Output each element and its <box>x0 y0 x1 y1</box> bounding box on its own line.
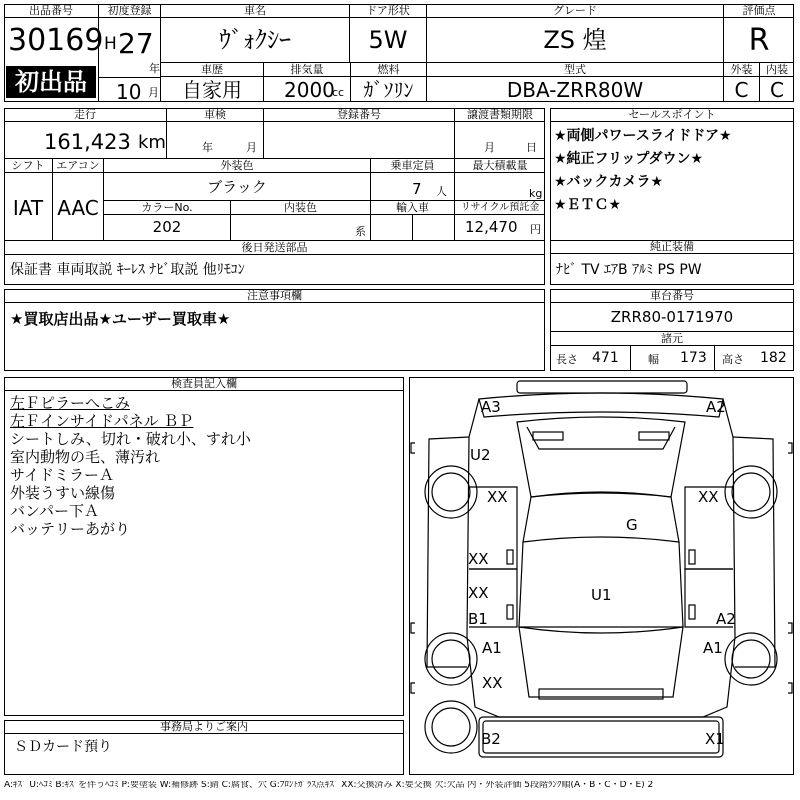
transfer-day-unit: 日 <box>526 141 537 154</box>
year-unit: 年 <box>149 62 160 75</box>
max-load-label: 最大積載量 <box>455 159 545 173</box>
inspector-line: 室内動物の毛、薄汚れ <box>10 448 161 466</box>
exterior-color-label: 外装色 <box>104 159 370 173</box>
width: 173 <box>680 350 707 366</box>
import-label: 輸入車 <box>371 201 454 215</box>
length-label: 長さ <box>556 353 578 366</box>
inspection-label: 車検 <box>167 108 263 122</box>
mark-xx-left-mid2: XX <box>468 584 489 602</box>
era: H <box>104 34 117 54</box>
mark-xx-left-low: XX <box>482 674 503 692</box>
mark-g: G <box>626 516 638 534</box>
score-label: 評価点 <box>724 4 794 18</box>
length: 471 <box>592 350 619 366</box>
mark-a3: A3 <box>481 398 501 416</box>
shipped-later-label: 後日発送部品 <box>4 241 545 255</box>
height: 182 <box>760 350 787 366</box>
office-label: 事務局よりご案内 <box>4 720 404 734</box>
mileage-label: 走行 <box>4 108 166 122</box>
first-listing-badge: 初出品 <box>6 66 96 98</box>
transfer-deadline-label: 譲渡書類期限 <box>455 108 545 122</box>
dims-label: 諸元 <box>550 331 794 346</box>
aircon-label: エアコン <box>53 159 103 173</box>
color-number: 202 <box>152 218 182 236</box>
transfer-month-unit: 月 <box>484 141 495 154</box>
capacity-unit: 人 <box>436 185 447 198</box>
recycle-unit: 円 <box>530 223 541 236</box>
mark-a2-right: A2 <box>716 610 736 628</box>
inspection-year-unit: 年 <box>202 141 213 154</box>
model-code: DBA-ZRR80W <box>506 78 644 102</box>
mark-x1: X1 <box>705 730 725 748</box>
interior-color-label: 内装色 <box>231 201 370 215</box>
sales-point-item: ★両側パワースライドドア★ <box>554 128 732 144</box>
mark-u2: U2 <box>470 446 491 464</box>
door-label: ドア形状 <box>350 4 426 18</box>
mark-xx-right-top: XX <box>698 488 719 506</box>
inspector-line: 左Ｆピラーへこみ <box>10 394 131 412</box>
displacement-unit: cc <box>332 86 345 99</box>
interior-grade: C <box>770 78 784 102</box>
registration-label: 初度登録 <box>99 4 160 18</box>
reg-year: 27 <box>118 27 154 60</box>
mark-a1-right: A1 <box>703 639 723 657</box>
sales-point-item: ★ＥＴＣ★ <box>554 197 622 213</box>
door-type: 5W <box>368 26 408 54</box>
month-unit: 月 <box>148 86 159 99</box>
fuel: ｶﾞｿﾘﾝ <box>363 78 414 102</box>
mark-a1-left: A1 <box>482 639 502 657</box>
mark-xx-left-mid: XX <box>468 550 489 568</box>
inspector-line: シートしみ、切れ・破れ小、すれ小 <box>10 430 251 448</box>
car-name-label: 車名 <box>161 4 349 18</box>
inspector-line: 外装うすい線傷 <box>10 484 116 502</box>
score: R <box>748 23 770 58</box>
inspector-line: サイドミラーＡ <box>10 466 114 484</box>
mark-b2: B2 <box>481 730 501 748</box>
registration-number-label: 登録番号 <box>264 108 454 122</box>
shift: IAT <box>12 196 44 220</box>
sales-point-item: ★純正フリップダウン★ <box>554 151 704 167</box>
sales-points-label: セールスポイント <box>550 108 794 122</box>
mark-xx-left-top: XX <box>487 488 508 506</box>
legend: A:ｷｽﾞ U:ﾍｺﾐ B:ｷｽﾞを伴うﾍｺﾐ P:要塗装 W:補修跡 S:錆 C:腐食、穴 G:ﾌﾛﾝﾄｶﾞﾗｽ点ｷｽﾞ XX:交換済み X:要交換 欠:欠品 内・外装評価 5段階ﾗﾝｸ順(A・B・C・D・E) 2 <box>4 781 654 790</box>
history-label: 車歴 <box>161 63 263 77</box>
mark-u1: U1 <box>591 586 612 604</box>
shift-label: シフト <box>4 159 52 173</box>
sales-point-item: ★バックカメラ★ <box>554 174 664 190</box>
lot-number: 30169 <box>8 23 104 58</box>
reg-month: 10 <box>116 80 142 104</box>
exterior-color: ブラック <box>207 178 267 196</box>
shipped-later-parts: 保証書 車両取説 ｷｰﾚｽ ﾅﾋﾞ取説 他ﾘﾓｺﾝ <box>10 262 245 278</box>
notes-label: 注意事項欄 <box>4 289 545 303</box>
car-name: ｳﾞｫｸｼｰ <box>219 26 291 54</box>
max-load-unit: kg <box>529 187 543 200</box>
capacity-label: 乗車定員 <box>371 159 454 173</box>
color-number-label: カラーNo. <box>104 201 230 215</box>
capacity: 7 <box>412 180 422 198</box>
mileage-unit: km <box>138 132 166 153</box>
inspector-line: 左Ｆインサイドパネル ＢＰ <box>10 412 194 430</box>
inspection-month-unit: 月 <box>246 141 257 154</box>
inspector-label: 検査員記入欄 <box>4 377 404 391</box>
model-code-label: 型式 <box>427 63 723 77</box>
history: 自家用 <box>182 78 242 102</box>
car-damage-diagram <box>409 377 794 775</box>
exterior-grade-label: 外装 <box>724 63 759 77</box>
mark-b1: B1 <box>468 610 488 628</box>
equipment-list: ﾅﾋﾞ TV ｴｱB ｱﾙﾐ PS PW <box>556 262 702 278</box>
recycle-fee: 12,470 <box>465 218 518 236</box>
chassis-number: ZRR80-0171970 <box>610 308 734 326</box>
interior-grade-label: 内装 <box>760 63 794 77</box>
inspector-line: バンパー下Ａ <box>10 502 99 520</box>
chassis-label: 車台番号 <box>550 289 794 303</box>
aircon: AAC <box>57 196 99 220</box>
grade-label: グレード <box>427 4 723 18</box>
office-note: ＳＤカード預り <box>14 739 112 755</box>
width-label: 幅 <box>648 353 659 366</box>
displacement-label: 排気量 <box>264 63 350 77</box>
height-label: 高さ <box>722 353 744 366</box>
fuel-label: 燃料 <box>351 63 426 77</box>
exterior-grade: C <box>734 78 749 102</box>
mileage: 161,423 <box>44 130 131 154</box>
inspector-line: バッテリーあがり <box>10 520 131 538</box>
interior-color-unit: 系 <box>355 225 366 238</box>
lot-label: 出品番号 <box>4 4 98 18</box>
recycle-label: リサイクル預託金 <box>455 201 545 215</box>
displacement: 2000 <box>284 78 335 102</box>
mark-a2-top: A2 <box>706 398 726 416</box>
equipment-label: 純正装備 <box>550 240 794 254</box>
notes-text: ★買取店出品★ユーザー買取車★ <box>10 310 231 328</box>
grade: ZS 煌 <box>543 26 607 54</box>
